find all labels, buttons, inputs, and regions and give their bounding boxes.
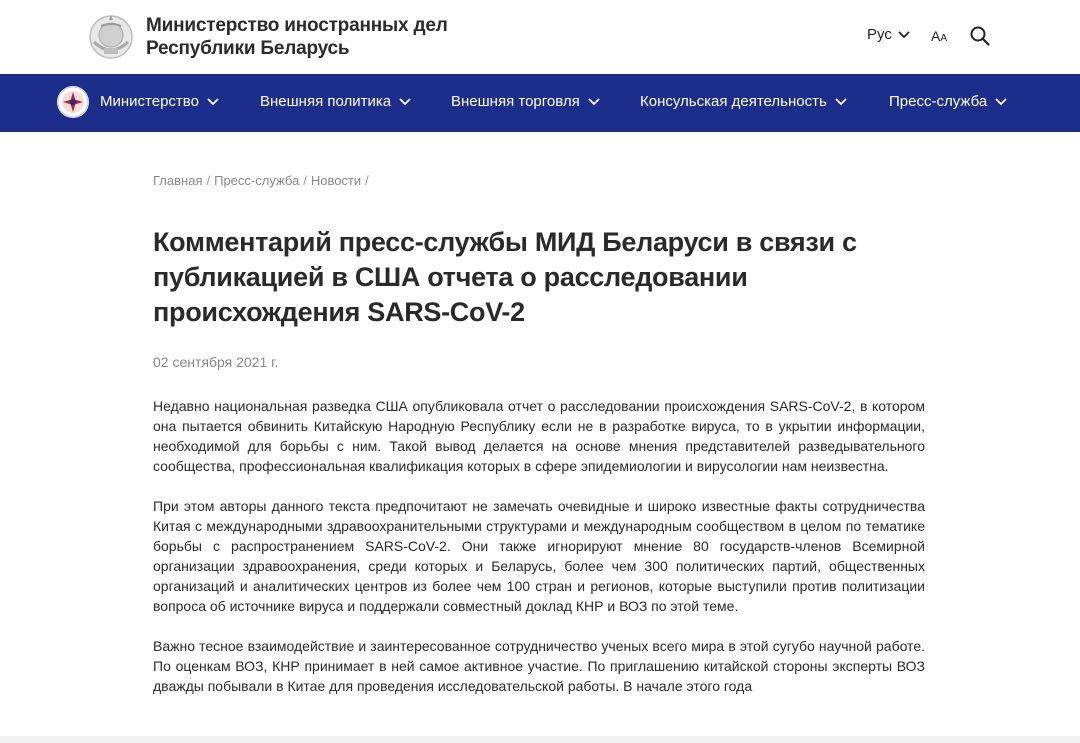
nav-item-consular[interactable] <box>640 93 847 110</box>
font-size-large-letter: A <box>931 28 941 44</box>
nav-item-label: Внешняя политика <box>260 93 392 110</box>
nav-item-ministry[interactable] <box>100 93 219 110</box>
chevron-down-icon <box>207 98 219 106</box>
language-selector[interactable] <box>867 26 910 43</box>
scroll-edge <box>0 736 1080 743</box>
article-body <box>153 396 925 716</box>
breadcrumb-link-news[interactable]: Новости <box>310 173 362 188</box>
breadcrumb-link-press-service[interactable]: Пресс-служба <box>214 173 300 188</box>
chevron-down-icon <box>898 31 910 39</box>
main-navigation <box>0 74 1080 132</box>
breadcrumb-separator: / <box>303 173 307 188</box>
article-paragraph: Недавно национальная разведка США опубликовала отчет о расследовании происхождения SARS-CoV-2, в котором она пытается обвинить Китайскую Народную Республику если не в разработке вируса, то в укрытии информации, необходимой для борьбы с ним. Такой вывод делается на основе мнения представителей разведывательного сообщества, профессиональная квалификация которых в сфере эпидемиологии и вирусологии нам неизвестна. <box>153 398 925 474</box>
nav-item-label: Консульская деятельность <box>640 93 827 110</box>
site-title-line2: Республики Беларусь <box>146 38 350 59</box>
breadcrumb-link-home[interactable]: Главная <box>153 173 203 188</box>
article-paragraph: Важно тесное взаимодействие и заинтересованное сотрудничество ученых всего мира в этой сугубо научной работе. По оценкам ВОЗ, КНР принимает в ней самое активное участие. По приглашению китайской стороны эксперты ВОЗ дважды побывали в Китае для проведения исследовательской работы. В начале этого года <box>153 638 925 694</box>
nav-item-foreign-trade[interactable] <box>451 93 600 110</box>
nav-item-label: Внешняя торговля <box>451 93 580 110</box>
site-header <box>0 0 1080 74</box>
nav-item-foreign-policy[interactable] <box>260 93 411 110</box>
font-size-small-letter: A <box>940 33 948 44</box>
page-title: Комментарий пресс-службы МИД Беларуси в связи с публикацией в США отчета о расследовании происхождения SARS-CoV-2 <box>153 227 857 327</box>
nav-item-label: Пресс-служба <box>889 93 988 110</box>
search-icon[interactable] <box>970 26 990 46</box>
state-emblem-icon[interactable] <box>86 12 136 62</box>
font-size-button[interactable] <box>931 28 947 44</box>
chevron-down-icon <box>399 98 411 106</box>
article-paragraph: При этом авторы данного текста предпочитают не замечать очевидные и широко известные факты сотрудничества Китая с международными здравоохранительными структурами и международным сообществом в целом по тематике борьбы с распространением SARS-CoV-2. Они также игнорируют мнение 80 государств-членов Всемирной организации здравоохранения, среди которых и Беларусь, более чем 300 политических партий, общественных организаций и аналитических центров из более чем 100 стран и регионов, которые выступили против политизации вопроса об источнике вируса и поддержали совместный доклад КНР и ВОЗ по этой теме. <box>153 498 925 614</box>
chevron-down-icon <box>835 98 847 106</box>
article-date: 02 сентября 2021 г. <box>153 354 279 370</box>
site-title[interactable] <box>146 14 448 60</box>
site-title-line1: Министерство иностранных дел <box>146 15 448 36</box>
chevron-down-icon <box>588 98 600 106</box>
breadcrumb-separator: / <box>365 173 369 188</box>
nav-item-label: Министерство <box>100 93 199 110</box>
language-label: Рус <box>867 26 892 43</box>
ministry-logo-icon[interactable] <box>57 86 89 118</box>
breadcrumb-separator: / <box>206 173 211 188</box>
chevron-down-icon <box>995 98 1007 106</box>
nav-item-press-service[interactable] <box>889 93 1007 110</box>
breadcrumb <box>153 173 373 188</box>
